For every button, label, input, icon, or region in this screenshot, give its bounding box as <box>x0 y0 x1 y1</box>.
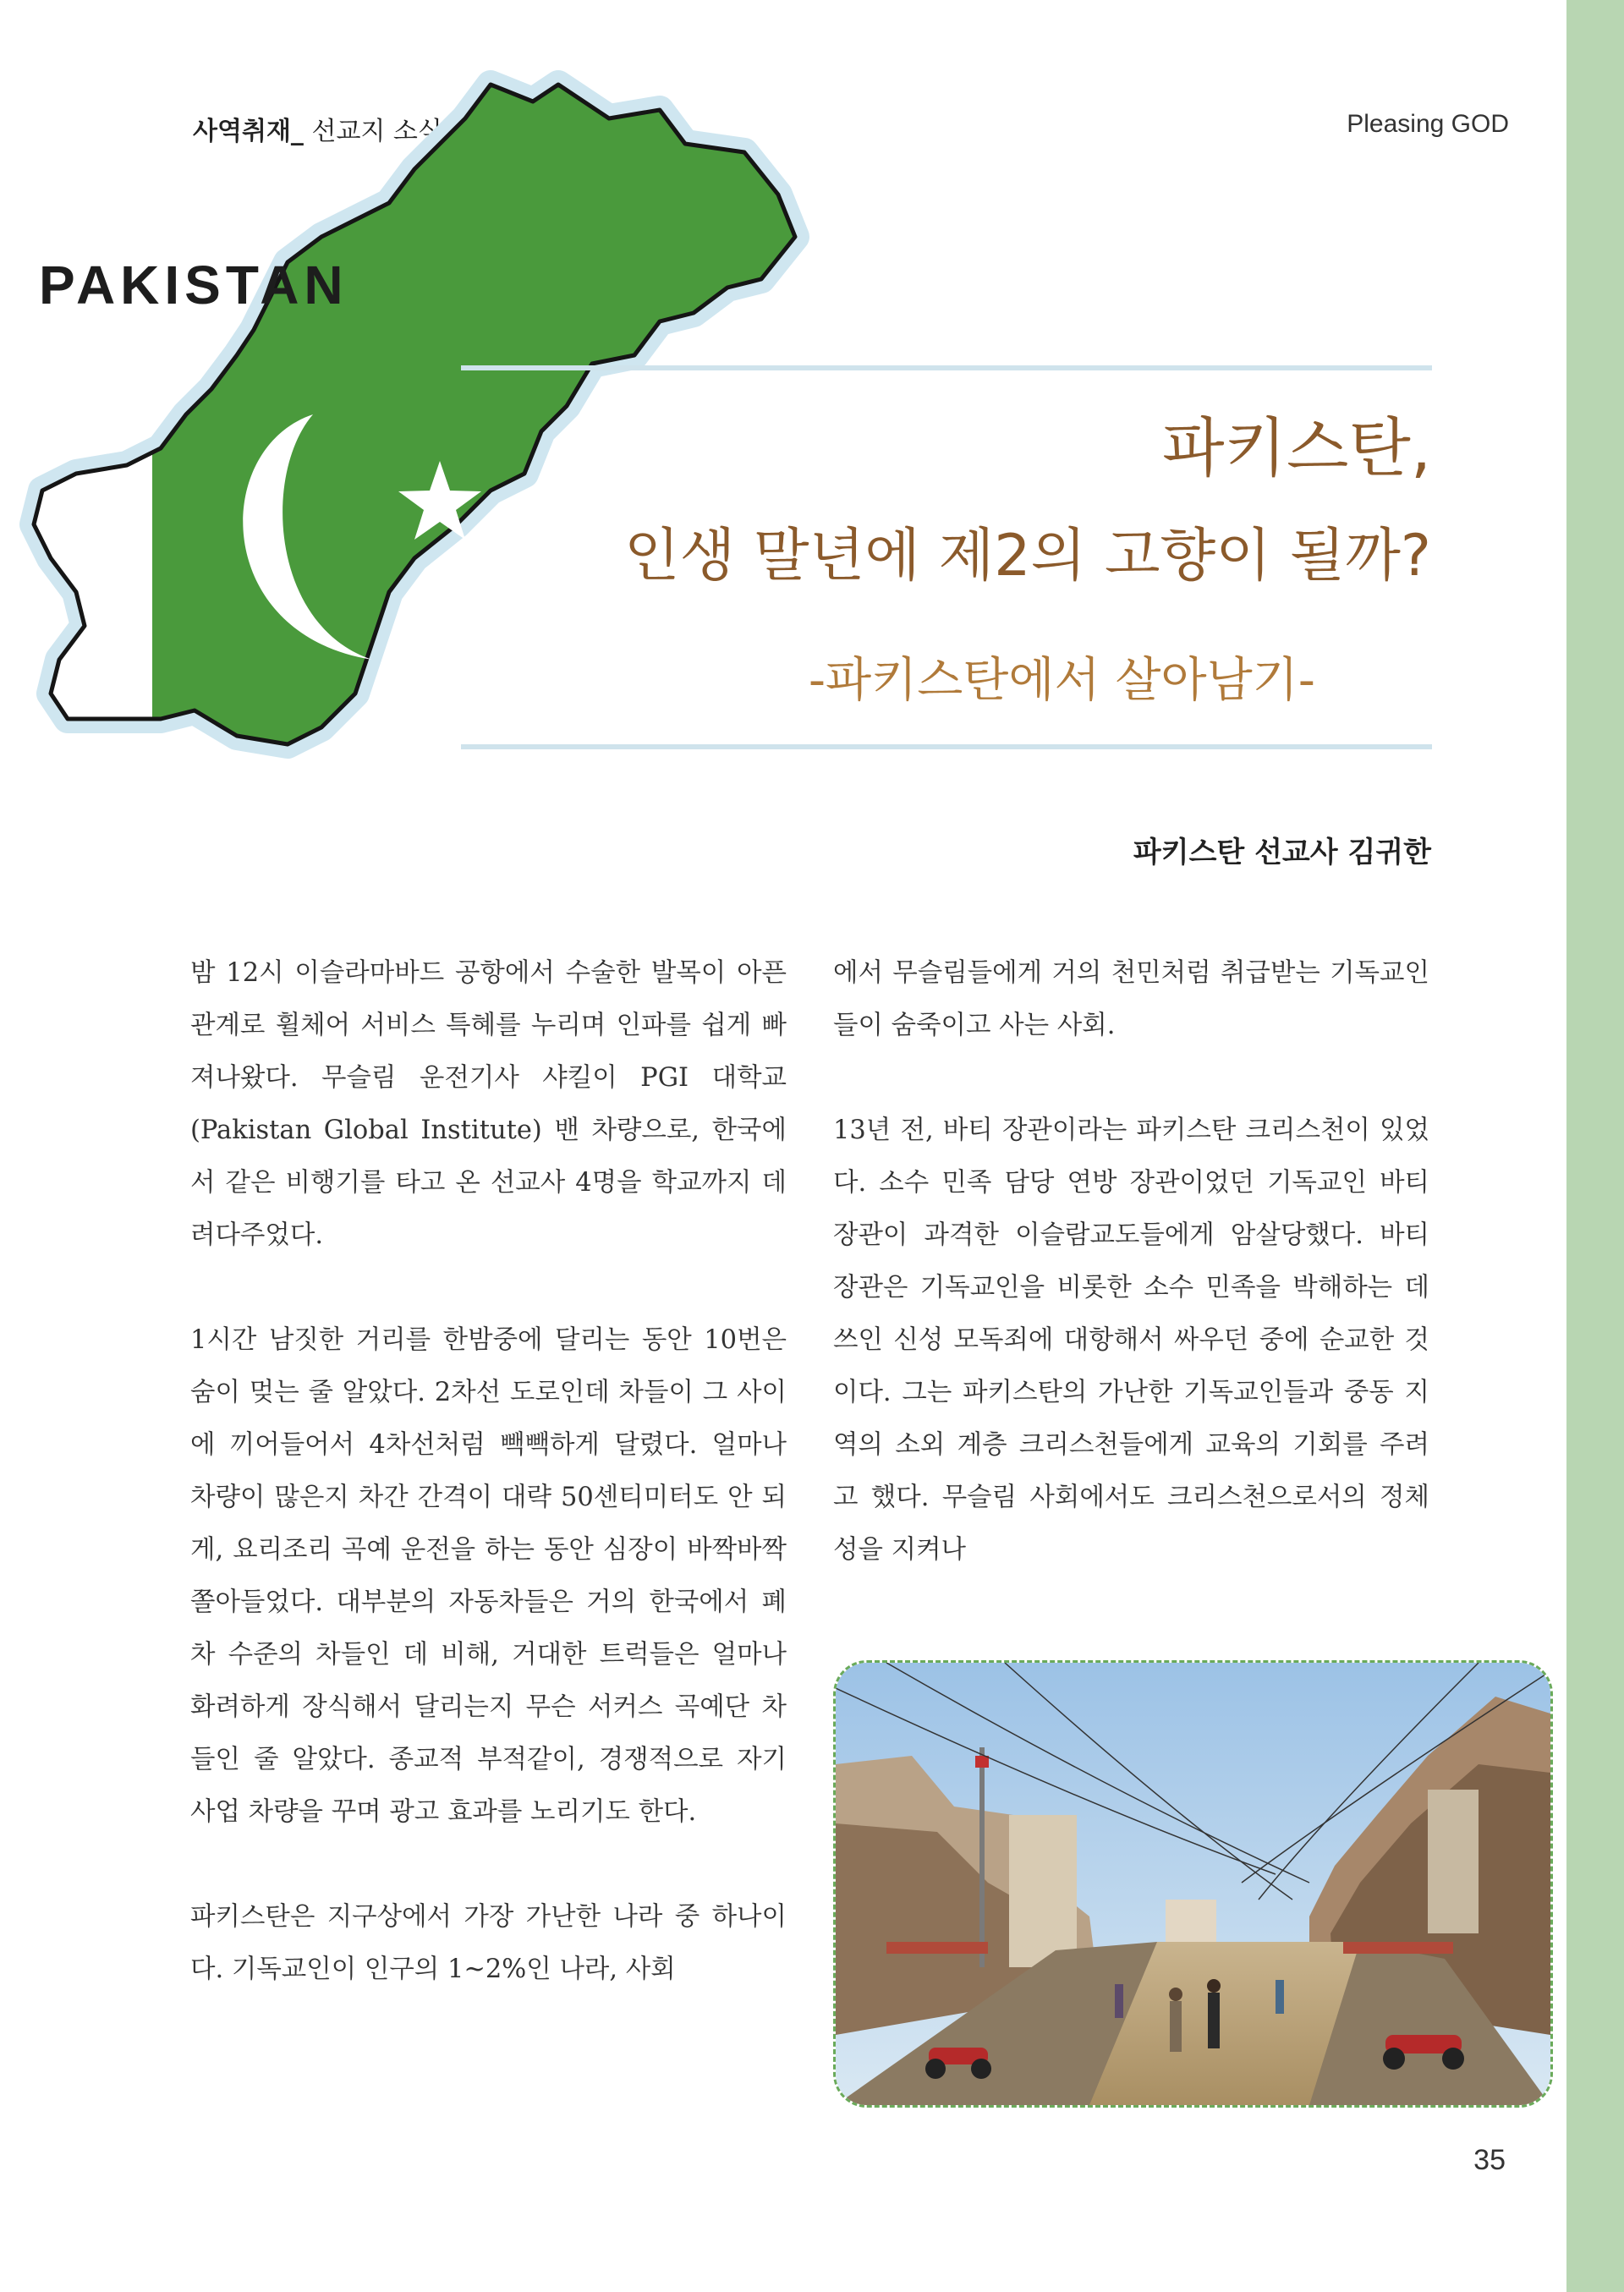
side-color-strip <box>1566 0 1624 2292</box>
paragraph: 에서 무슬림들에게 거의 천민처럼 취급받는 기독교인들이 숨죽이고 사는 사회. <box>833 958 1429 1040</box>
article-subtitle: -파키스탄에서 살아남기- <box>808 653 1315 708</box>
title-bottom-rule <box>461 744 1432 749</box>
paragraph: 파키스탄은 지구상에서 가장 가난한 나라 중 하나이다. 기독교인이 인구의 1~2%인 나라, 사회 <box>190 1902 787 1984</box>
article-title-line1: 파키스탄, <box>1162 410 1431 485</box>
street-photo <box>833 1660 1553 2108</box>
article-column-left <box>190 947 787 2048</box>
pakistan-map-illustration <box>17 51 829 778</box>
article-column-right <box>833 947 1429 1629</box>
paragraph: 1시간 남짓한 거리를 한밤중에 달리는 동안 10번은 숨이 멎는 줄 알았다. 2차선 도로인데 차들이 그 사이에 끼어들어서 4차선처럼 빽빽하게 달렸다. 얼마나 차량이 많은지 차간 간격이 대략 50센티미터도 안 되게, 요리조리 곡예 운전을 하는 동안 심장이 바짝바짝 쫄아들었다. 대부분의 자동차들은 거의 한국에서 폐차 수준의 차들인 데 비해, 거대한 트럭들은 얼마나 화려하게 장식해서 달리는지 무슨 서커스 곡예단 차들인 줄 알았다. 종교적 부적같이, 경쟁적으로 자기 사업 차량을 꾸며 광고 효과를 노리기도 한다. <box>190 1325 787 1827</box>
title-top-rule <box>461 365 1432 370</box>
magazine-name: Pleasing GOD <box>1347 110 1509 138</box>
subsection-name: 선교지 소식 <box>303 117 442 146</box>
paragraph: 13년 전, 바티 장관이라는 파키스탄 크리스천이 있었다. 소수 민족 담당 연방 장관이었던 기독교인 바티 장관이 과격한 이슬람교도들에게 암살당했다. 바티 장관은 기독교인을 비롯한 소수 민족을 박해하는 데 쓰인 신성 모독죄에 대항해서 싸우던 중에 순교한 것이다. 그는 파키스탄의 가난한 기독교인들과 중동 지역의 소외 계층 크리스천들에게 교육의 기회를 주려고 했다. 무슬림 사회에서도 크리스천으로서의 정체성을 지켜나 <box>833 1116 1429 1565</box>
page-number: 35 <box>1473 2144 1506 2176</box>
article-title-line2: 인생 말년에 제2의 고향이 될까? <box>623 523 1431 589</box>
paragraph: 밤 12시 이슬라마바드 공항에서 수술한 발목이 아픈 관계로 휠체어 서비스 특혜를 누리며 인파를 쉽게 빠져나왔다. 무슬림 운전기사 샤킬이 PGI 대학교(Pakistan Global Institute) 밴 차량으로, 한국에서 같은 비행기를 타고 온 선교사 4명을 학교까지 데려다주었다. <box>190 958 787 1250</box>
author-byline: 파키스탄 선교사 김귀한 <box>1133 836 1431 869</box>
country-label: PAKISTAN <box>39 255 348 315</box>
section-name: 사역취재_ <box>193 117 304 146</box>
